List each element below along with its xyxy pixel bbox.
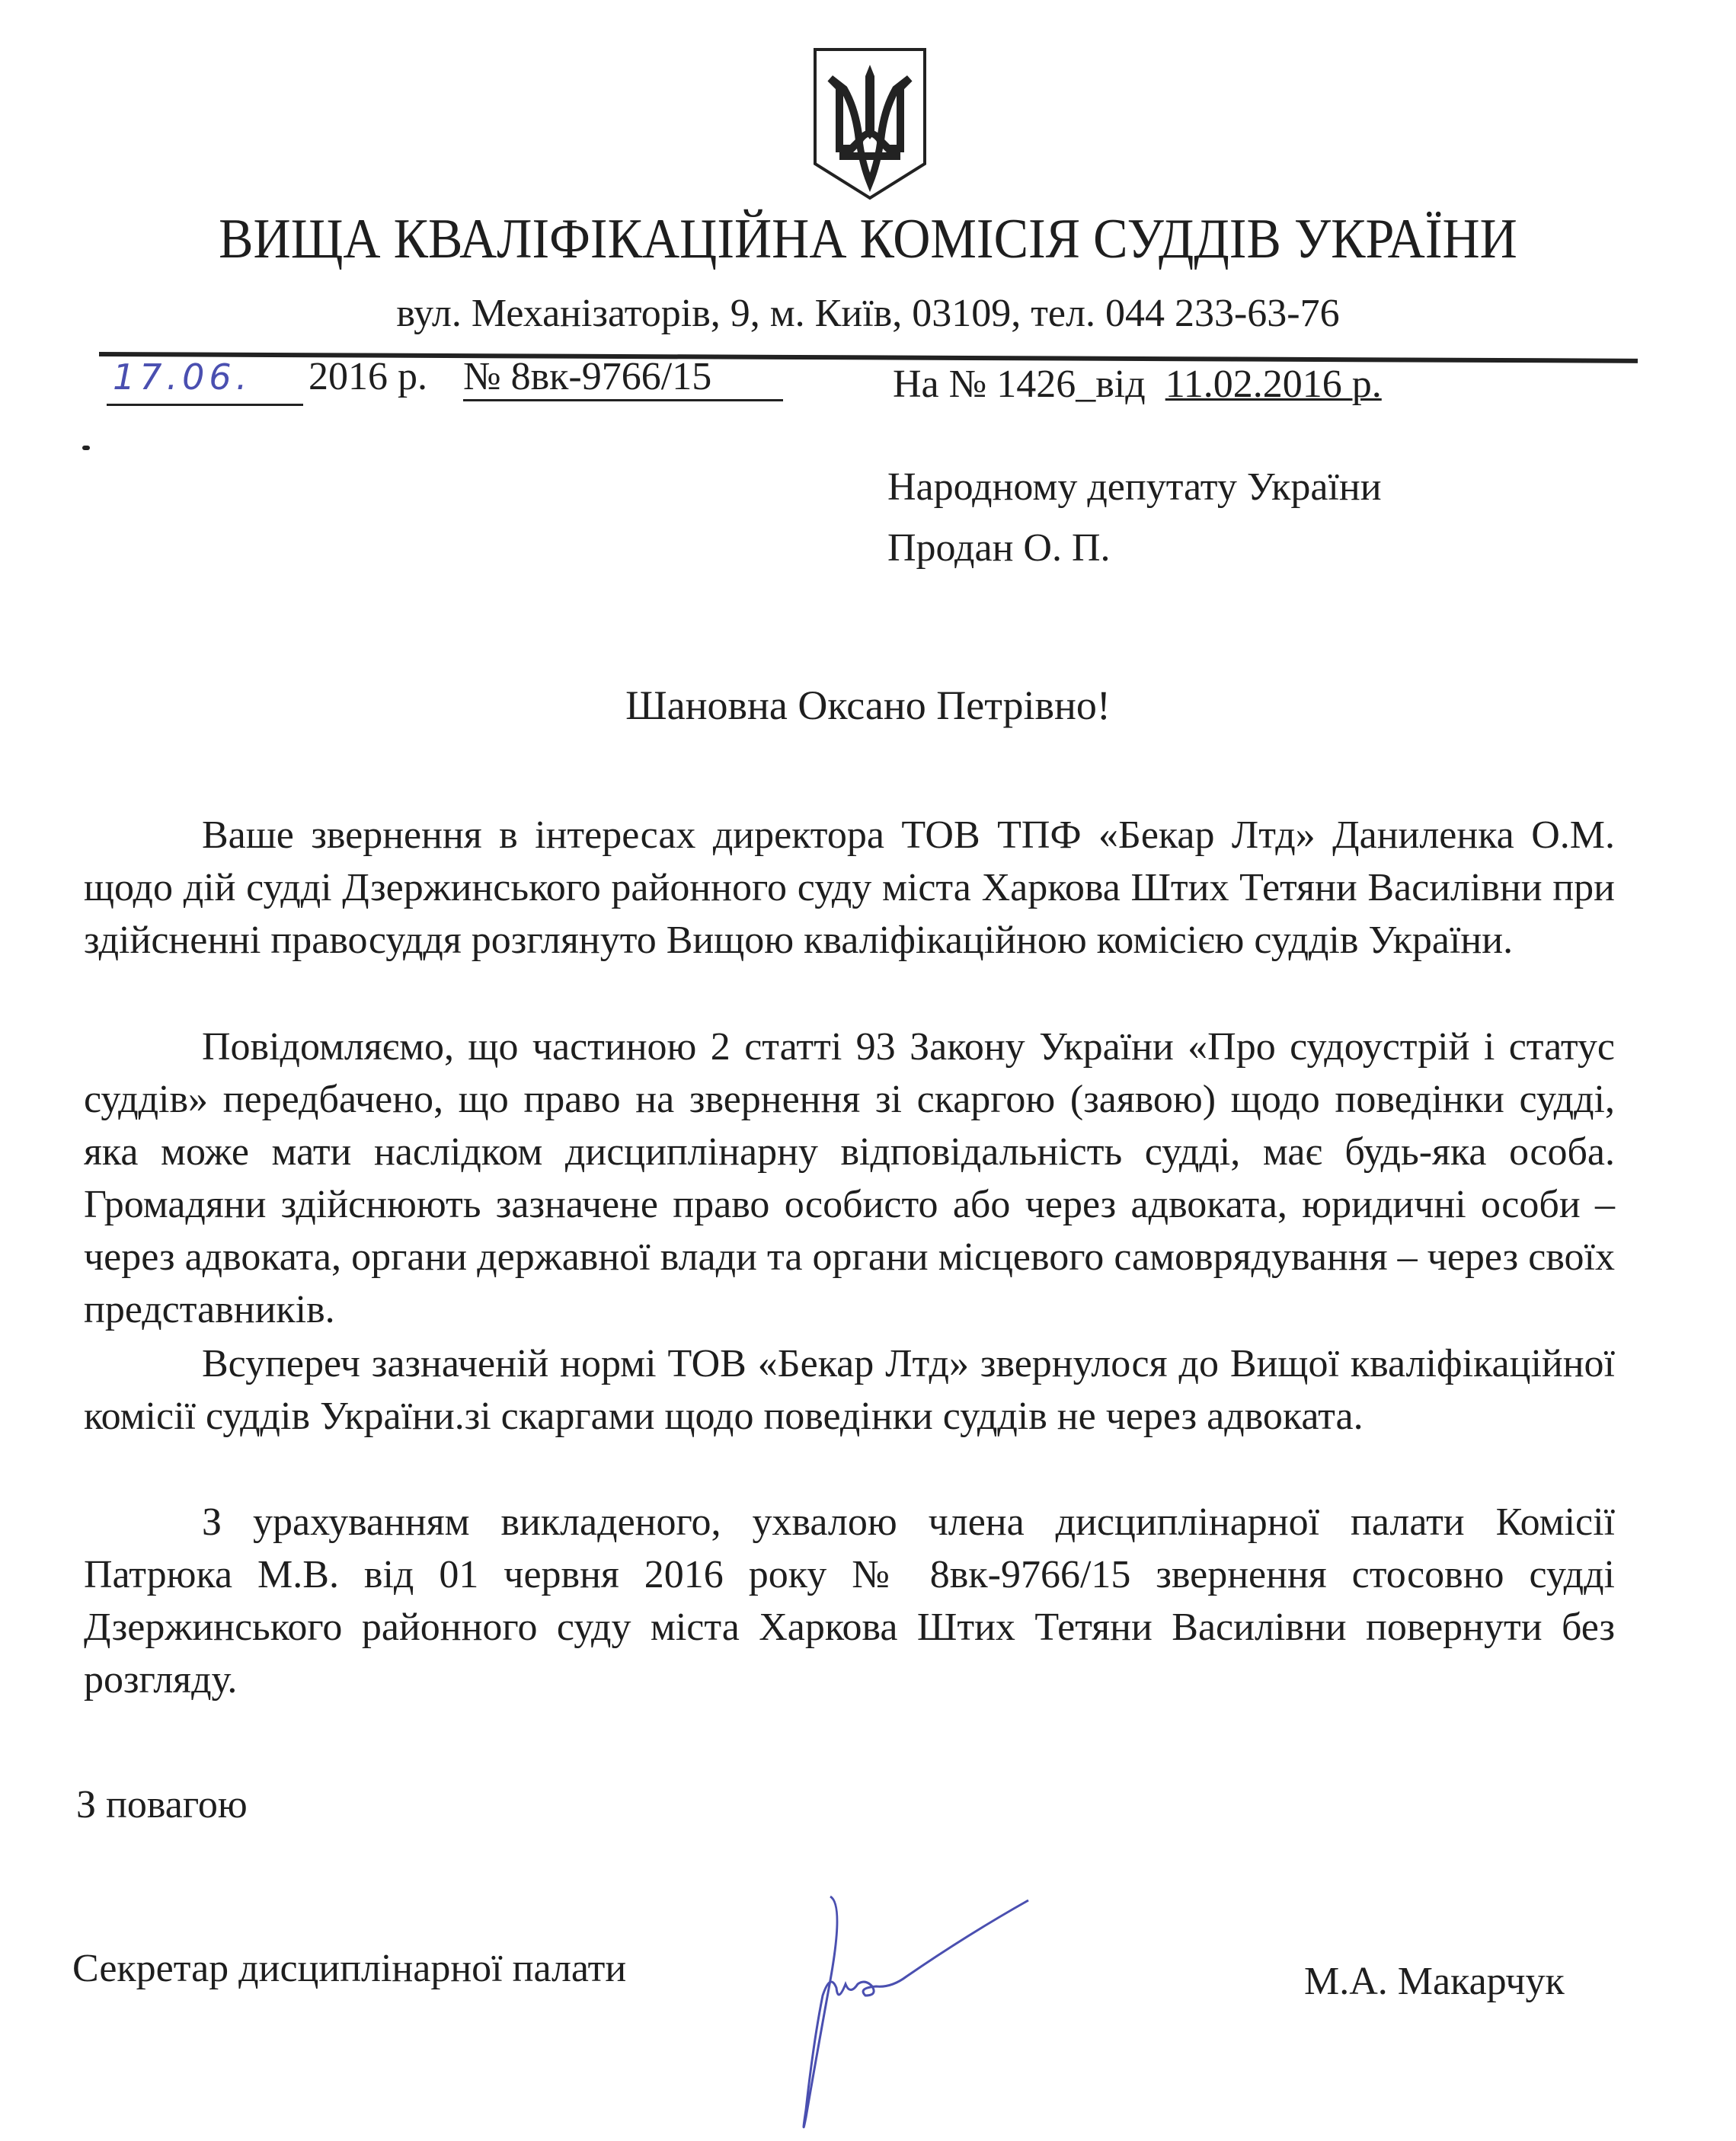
closing-phrase: З повагою: [76, 1783, 248, 1826]
organization-title: ВИЩА КВАЛІФІКАЦІЙНА КОМІСІЯ СУДДІВ УКРАЇНИ: [219, 208, 1517, 270]
body-paragraph: Ваше звернення в інтересах директора ТОВ ТПФ «Бекар Лтд» Даниленка О.М. щодо дій судді Дзержинського районного суду міста Харкова Штих Тетяни Василівни при здійсненні правосуддя розглянуто Вищою кваліфікаційною комісією суддів України.: [84, 813, 1615, 962]
trident-coat-of-arms-icon: [809, 42, 931, 202]
reference-date: 11.02.2016 р.: [1165, 363, 1382, 406]
body-paragraph: Повідомляємо, що частиною 2 статті 93 Закону України «Про судоустрій і статус суддів» передбачено, що право на звернення зі скаргою (заявою) щодо поведінки судді, яка може мати наслідком дисциплінарну відповідальність судді, має будь-яка особа. Громадяни здійснюють зазначене право особисто або через адвоката, юридичні особи – через адвоката, органи державної влади та органи місцевого самоврядування – через своїх представників.: [84, 1025, 1615, 1331]
outgoing-number-text: № 8вк-9766/15: [463, 354, 783, 401]
salutation: Шановна Оксано Петрівно!: [625, 682, 1111, 728]
scan-mark: [82, 446, 90, 450]
addressee-position: Народному депутату України: [887, 465, 1382, 509]
handwritten-date: 17.06.: [107, 356, 303, 406]
reference-line: [893, 362, 1382, 407]
signatory-title: Секретар дисциплінарної палати: [72, 1947, 627, 1990]
reference-label: На № 1426_від: [893, 363, 1146, 406]
registration-year: 2016 р.: [309, 355, 427, 398]
addressee-name: Продан О. П.: [887, 526, 1111, 570]
signatory-name: М.А. Макарчук: [1304, 1960, 1565, 2003]
outgoing-number: [463, 354, 783, 401]
body-paragraph: Всупереч зазначеній нормі ТОВ «Бекар Лтд» звернулося до Вищої кваліфікаційної комісії суддів України.зі скаргами щодо поведінки суддів не через адвоката.: [84, 1342, 1615, 1438]
handwritten-signature: [716, 1889, 1143, 2140]
body-paragraph: З урахуванням викладеного, ухвалою члена дисциплінарної палати Комісії Патрюка М.В. від 01 червня 2016 року № 8вк-9766/15 звернення стосовно судді Дзержинського районного суду міста Харкова Штих Тетяни Василівни повернути без розгляду.: [84, 1500, 1615, 1702]
organization-address: вул. Механізаторів, 9, м. Київ, 03109, тел. 044 233-63-76: [396, 292, 1340, 335]
